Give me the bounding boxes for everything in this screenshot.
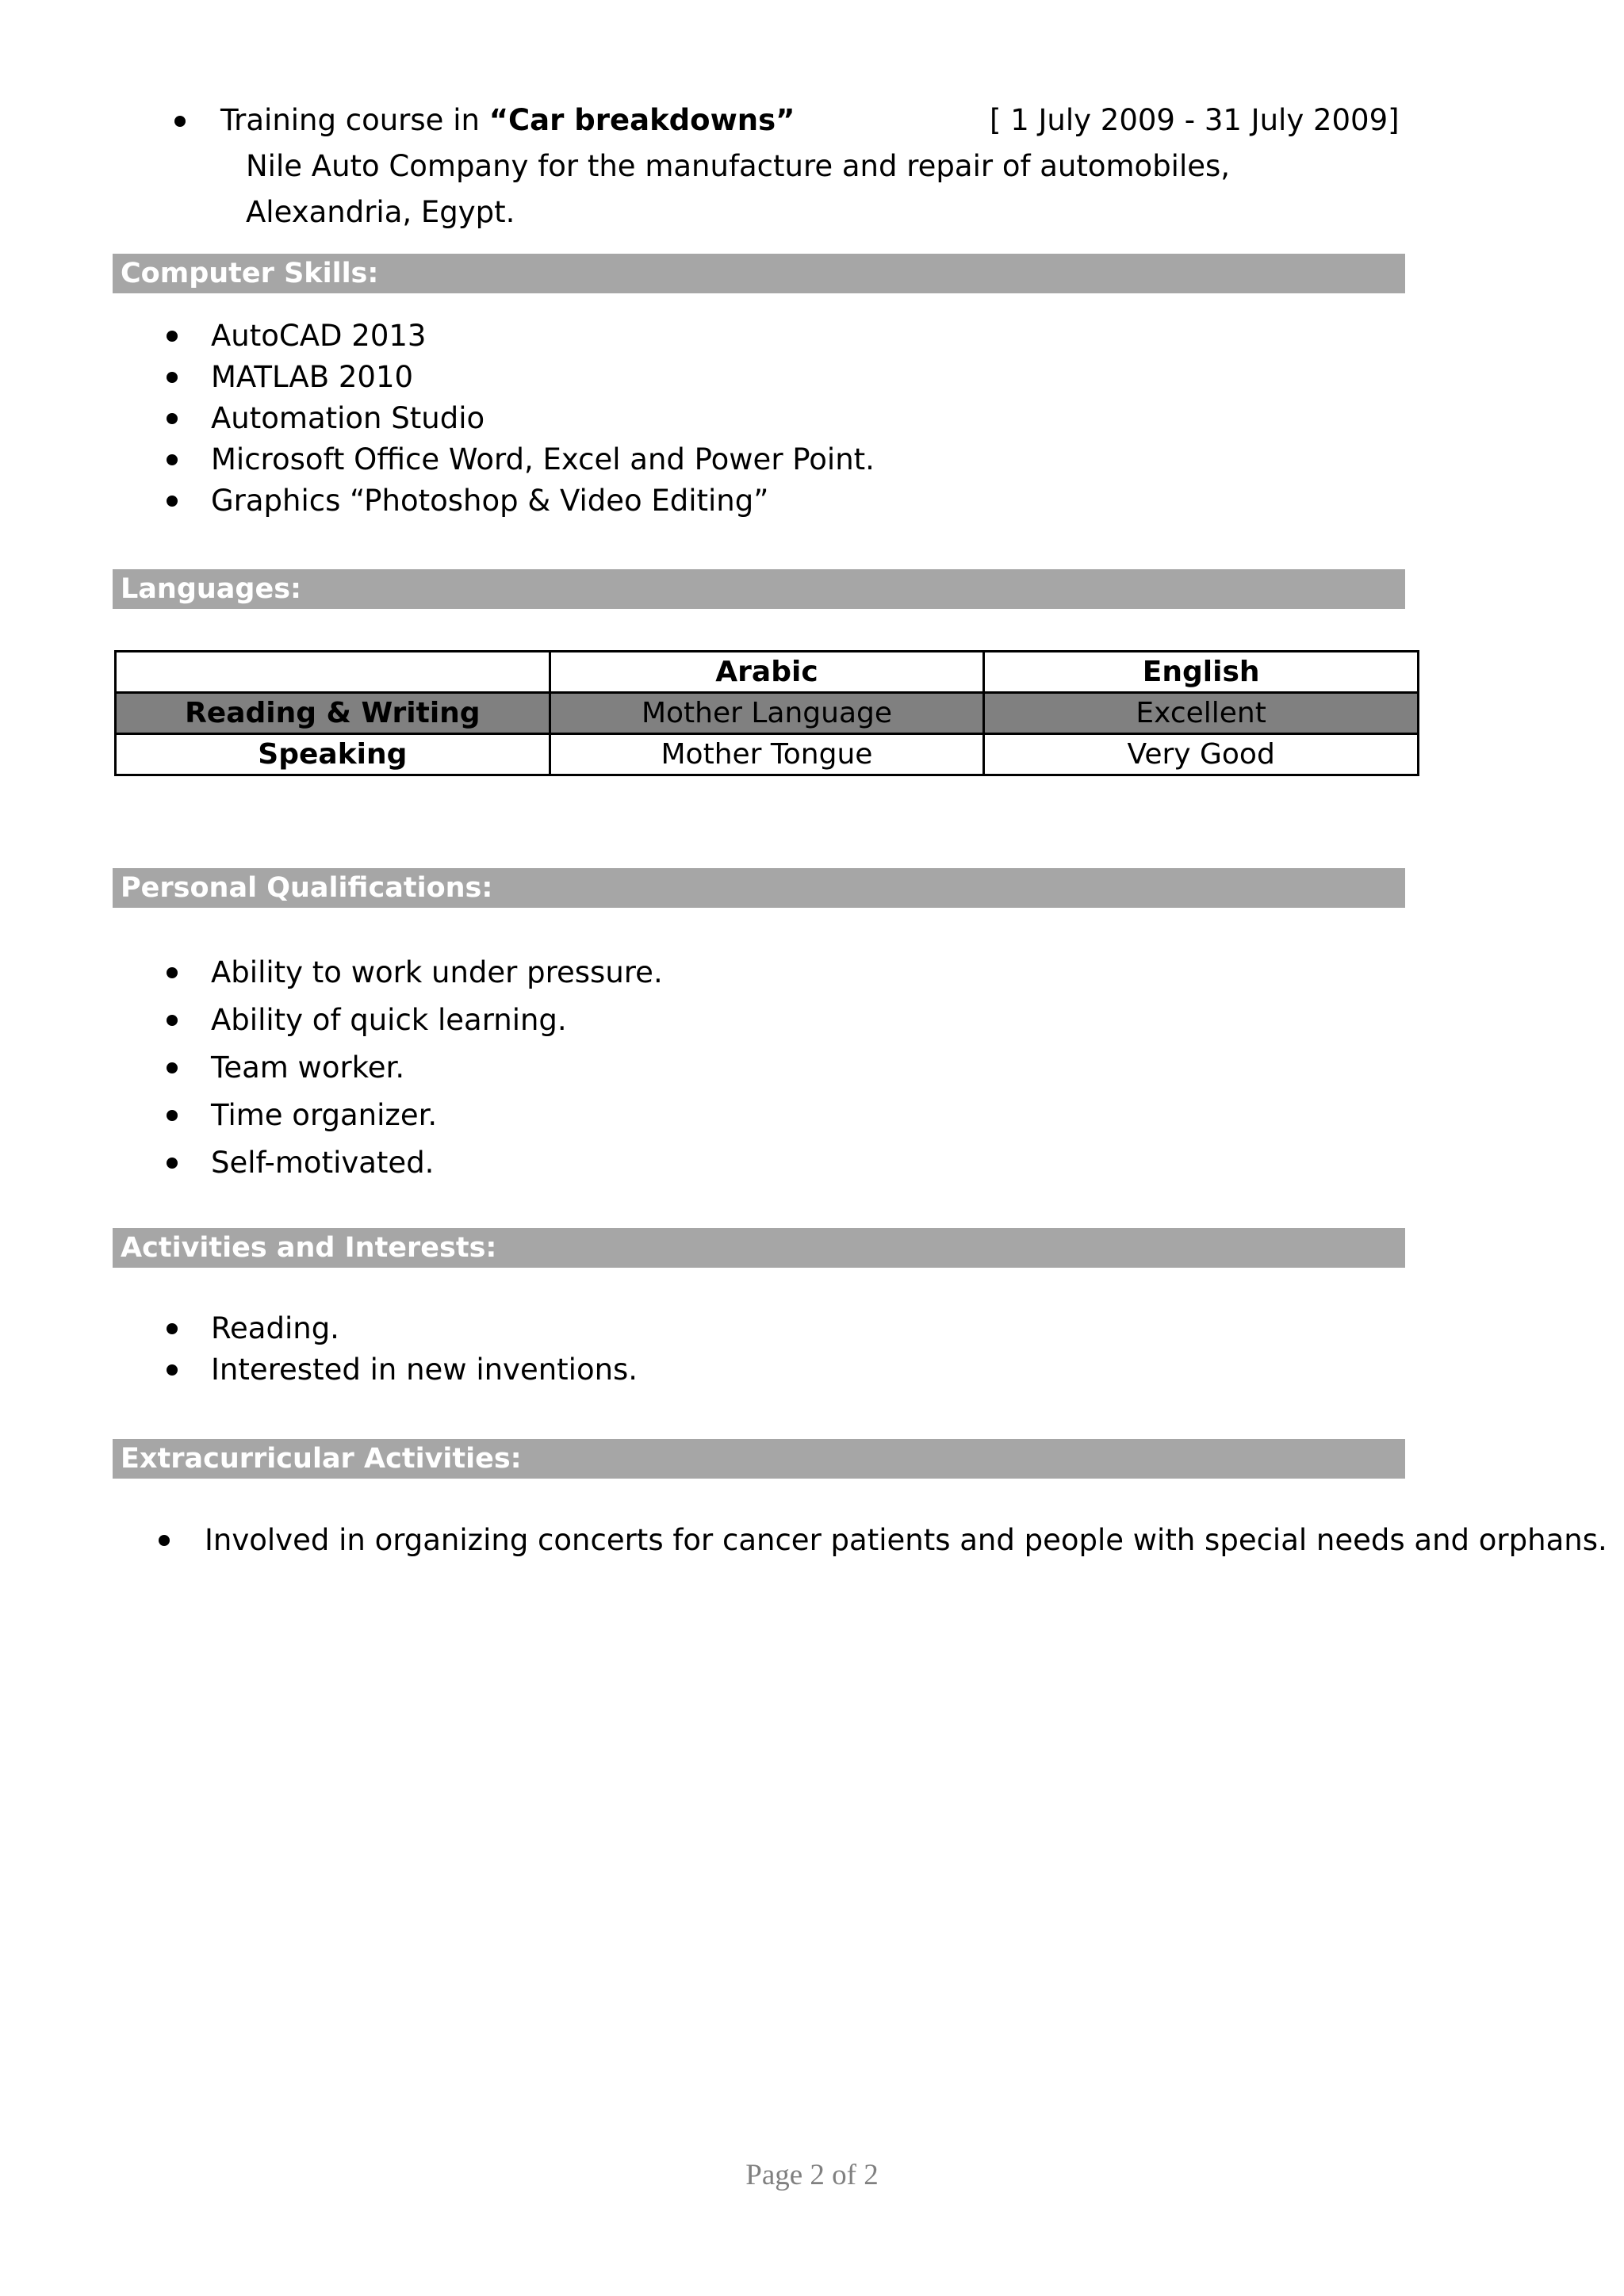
table-header-cell: Arabic [550, 652, 984, 693]
bullet-icon [159, 1535, 170, 1546]
list-item: Team worker. [159, 1044, 663, 1092]
section-heading-computer-skills: Computer Skills: [113, 254, 1405, 293]
languages-table [114, 650, 1419, 776]
bullet-icon [167, 1323, 178, 1334]
training-dates: [ 1 July 2009 - 31 July 2009] [990, 103, 1400, 137]
table-cell: Mother Language [550, 693, 984, 734]
training-course-name: “Car breakdowns” [488, 103, 795, 137]
list-item: Self-motivated. [159, 1139, 663, 1187]
list-item: MATLAB 2010 [159, 357, 875, 398]
bullet-icon [167, 331, 178, 342]
table-row-label: Speaking [116, 734, 550, 775]
table-header-cell: English [984, 652, 1419, 693]
table-header-row [116, 652, 1419, 693]
list-item: Microsoft Office Word, Excel and Power Point. [159, 439, 875, 480]
page-number: Page 2 of 2 [745, 2159, 879, 2191]
table-cell: Excellent [984, 693, 1419, 734]
bullet-icon [167, 1110, 178, 1121]
list-item: Interested in new inventions. [159, 1349, 638, 1391]
training-company: Nile Auto Company for the manufacture and repair of automobiles, [246, 149, 1231, 183]
list-item: Ability of quick learning. [159, 997, 663, 1044]
table-row-label: Reading & Writing [116, 693, 550, 734]
training-prefix: Training course in [220, 103, 489, 137]
list-item: Time organizer. [159, 1092, 663, 1139]
list-item: Ability to work under pressure. [159, 949, 663, 997]
section-heading-activities: Activities and Interests: [113, 1228, 1405, 1268]
list-item: Automation Studio [159, 398, 875, 439]
bullet-icon [167, 1062, 178, 1073]
bullet-icon [167, 1158, 178, 1169]
training-title [220, 103, 795, 137]
extracurricular-list [151, 1520, 1607, 1561]
table-header-cell [116, 652, 550, 693]
section-heading-extracurricular: Extracurricular Activities: [113, 1439, 1405, 1479]
list-item: AutoCAD 2013 [159, 316, 875, 357]
bullet-icon [167, 1015, 178, 1026]
bullet-icon [167, 967, 178, 978]
bullet-icon [167, 372, 178, 383]
bullet-icon [167, 454, 178, 465]
list-item: Involved in organizing concerts for cancer patients and people with special needs and orphans. [151, 1520, 1607, 1561]
activities-list [159, 1308, 638, 1391]
training-location: Alexandria, Egypt. [246, 195, 515, 229]
training-entry [220, 100, 1400, 229]
section-heading-personal-qualifications: Personal Qualifications: [113, 868, 1405, 908]
bullet-icon [167, 496, 178, 507]
table-row [116, 693, 1419, 734]
table-row [116, 734, 1419, 775]
list-item: Graphics “Photoshop & Video Editing” [159, 480, 875, 522]
list-item: Reading. [159, 1308, 638, 1349]
table-cell: Very Good [984, 734, 1419, 775]
bullet-icon [174, 116, 186, 127]
bullet-icon [167, 413, 178, 424]
personal-qualifications-list [159, 949, 663, 1187]
section-heading-languages: Languages: [113, 569, 1405, 609]
table-cell: Mother Tongue [550, 734, 984, 775]
bullet-icon [167, 1364, 178, 1376]
computer-skills-list [159, 316, 875, 522]
